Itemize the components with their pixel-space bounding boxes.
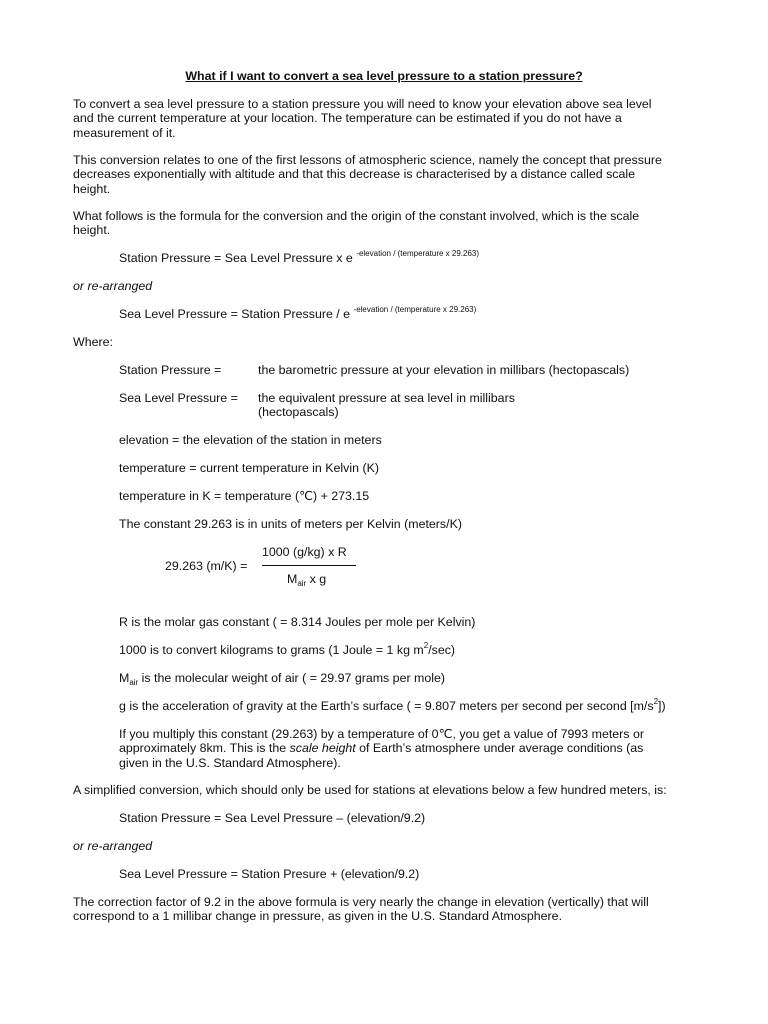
note-mair-sub: air (129, 678, 139, 687)
def-station-desc: the barometric pressure at your elevation in millibars (hectopascals) (258, 363, 630, 377)
scale-height-line-1: If you multiply this constant (29.263) by a temperature of 0℃, you get a value of 7993 meters or (119, 727, 644, 741)
correction-paragraph (73, 895, 713, 924)
def-constant-units: The constant 29.263 is in units of meters per Kelvin (meters/K) (119, 517, 462, 531)
def-sea-desc-line-1: the equivalent pressure at sea level in millibars (258, 391, 515, 405)
scale-height-line-2 (119, 741, 699, 755)
concept-line-1: This conversion relates to one of the first lessons of atmospheric science, namely the concept that pressure (73, 153, 662, 167)
note-molecular-weight (119, 671, 445, 687)
def-sea-desc (258, 391, 515, 420)
def-sea-desc-line-2: (hectopascals) (258, 405, 339, 420)
formula-1-text: Station Pressure = Sea Level Pressure x e (119, 251, 353, 265)
simple-formula-sea-level: Sea Level Pressure = Station Presure + (elevation/9.2) (119, 867, 420, 881)
fraction-lhs: 29.263 (m/K) = (165, 559, 248, 573)
fraction-denominator-sub: air (297, 579, 307, 588)
simplified-paragraph: A simplified conversion, which should only be used for stations at elevations below a few hundred meters, is: (73, 783, 667, 797)
concept-line-3: height. (73, 181, 111, 196)
intro-line-3: measurement of it. (73, 125, 176, 140)
scale-height-post: of Earth’s atmosphere under average conditions (as (355, 741, 644, 756)
correction-line-2: correspond to a 1 millibar change in pressure, as given in the U.S. Standard Atmosphere. (73, 909, 563, 924)
formula-2-text: Sea Level Pressure = Station Pressure / e (119, 307, 351, 321)
rearranged-label-2: or re-arranged (73, 839, 153, 853)
intro-line-1: To convert a sea level pressure to a station pressure you will need to know your elevation above sea level (73, 97, 652, 111)
note-kilograms-sup: 2 (423, 641, 429, 650)
intro-paragraph (73, 97, 713, 140)
note-kilograms (119, 643, 455, 657)
note-mair-m: M (119, 671, 130, 685)
note-gravity-sup: 2 (653, 697, 659, 706)
fraction-numerator: 1000 (g/kg) x R (262, 545, 347, 559)
fraction-bar (262, 565, 356, 566)
fraction-denominator-m: M (287, 572, 298, 586)
concept-line-2: decreases exponentially with altitude and that this decrease is characterised by a distance called scale (73, 167, 636, 182)
note-gravity (119, 699, 666, 713)
correction-line-1: The correction factor of 9.2 in the above formula is very nearly the change in elevation (vertically) that will (73, 895, 649, 909)
note-scale-height (119, 727, 699, 770)
simple-formula-station: Station Pressure = Sea Level Pressure – (elevation/9.2) (119, 811, 426, 825)
formula-2-exponent: -elevation / (temperature x 29.263) (353, 305, 477, 314)
scale-height-line-3: given in the U.S. Standard Atmosphere). (119, 755, 341, 770)
document-title: What if I want to convert a sea level pressure to a station pressure? (185, 69, 583, 83)
def-temperature-kelvin: temperature in K = temperature (℃) + 273.15 (119, 489, 370, 503)
scale-height-pre: approximately 8km. This is the (119, 741, 290, 756)
def-station-term: Station Pressure = (119, 363, 222, 377)
where-label: Where: (73, 335, 113, 349)
note-kilograms-post: /sec) (428, 643, 456, 657)
note-gas-constant: R is the molar gas constant ( = 8.314 Joules per mole per Kelvin) (119, 615, 476, 629)
def-sea-term: Sea Level Pressure = (119, 391, 238, 405)
fraction-denominator-rest: x g (306, 572, 327, 586)
note-gravity-post: ]) (658, 699, 666, 713)
fraction-denominator (287, 572, 326, 588)
follows-line-2: height. (73, 223, 111, 238)
formula-station-pressure (119, 251, 479, 265)
formula-sea-level-pressure (119, 307, 476, 321)
def-temperature: temperature = current temperature in Kelvin (K) (119, 461, 379, 475)
follows-paragraph (73, 209, 713, 238)
def-elevation: elevation = the elevation of the station in meters (119, 433, 382, 447)
formula-1-exponent: -elevation / (temperature x 29.263) (356, 249, 480, 258)
intro-line-2: and the current temperature at your location. The temperature can be estimated if you do not have a (73, 111, 622, 126)
note-kilograms-pre: 1000 is to convert kilograms to grams (1 Joule = 1 kg m (119, 643, 424, 657)
follows-line-1: What follows is the formula for the conversion and the origin of the constant involved, which is the scale (73, 209, 640, 223)
rearranged-label-1: or re-arranged (73, 279, 153, 293)
concept-paragraph (73, 153, 713, 196)
note-mair-rest: is the molecular weight of air ( = 29.97 grams per mole) (138, 671, 446, 685)
note-gravity-pre: g is the acceleration of gravity at the Earth’s surface ( = 9.807 meters per second per second [m/s (119, 699, 654, 713)
scale-height-term: scale height (289, 741, 356, 756)
